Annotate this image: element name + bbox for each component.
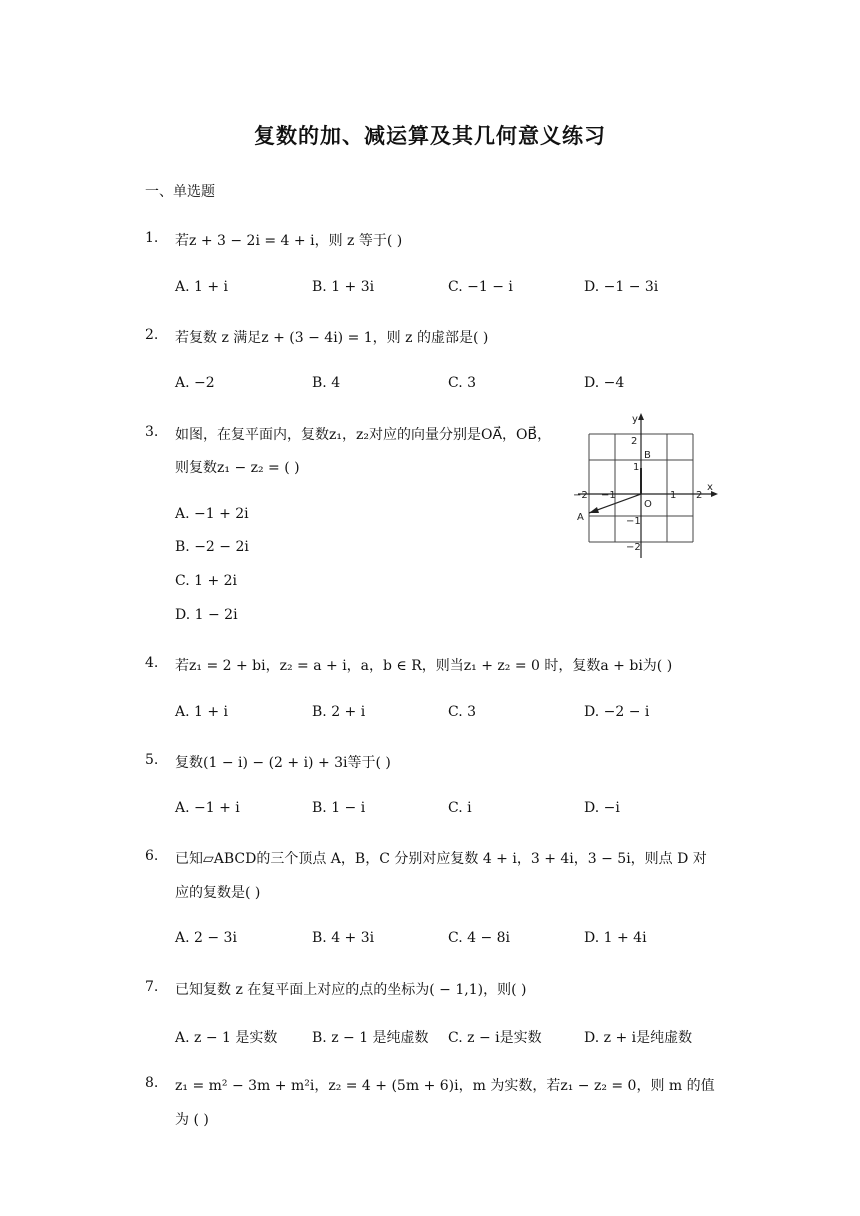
question-number: 8. bbox=[145, 1075, 159, 1091]
complex-plane-figure bbox=[568, 410, 724, 562]
option-d: D. −1 − 3i bbox=[584, 279, 659, 295]
question-number: 6. bbox=[145, 848, 159, 864]
option-d: D. −4 bbox=[584, 375, 625, 391]
question-stem: 若z₁ = 2 + bi，z₂ = a + i，a，b ∈ R，则当z₁ + z₂ = 0 时，复数a + bi为( ) bbox=[175, 658, 673, 674]
question-stem: 若复数 z 满足z + (3 − 4i) = 1，则 z 的虚部是( ) bbox=[175, 330, 489, 346]
y-axis-label: y bbox=[632, 414, 638, 425]
tick-y-minus2: −2 bbox=[626, 542, 641, 553]
option-a: A. −1 + i bbox=[175, 800, 240, 816]
question-number: 7. bbox=[145, 979, 159, 995]
question-stem: 若z + 3 − 2i = 4 + i，则 z 等于( ) bbox=[175, 233, 403, 249]
option-a: A. −2 bbox=[175, 375, 215, 391]
option-a: A. z − 1 是实数 bbox=[175, 1030, 278, 1046]
x-axis-label: x bbox=[707, 482, 713, 493]
tick-x-1: 1 bbox=[670, 490, 677, 501]
page-title: 复数的加、减运算及其几何意义练习 bbox=[254, 124, 606, 148]
question-number: 2. bbox=[145, 327, 159, 343]
option-c: C. i bbox=[448, 800, 472, 816]
tick-y-1: 1 bbox=[633, 462, 640, 473]
option-c: C. 1 + 2i bbox=[175, 573, 238, 589]
tick-x-minus1: −1 bbox=[601, 490, 616, 501]
option-b: B. −2 − 2i bbox=[175, 539, 249, 555]
option-b: B. 4 + 3i bbox=[312, 930, 375, 946]
option-b: B. 4 bbox=[312, 375, 341, 391]
option-a: A. 1 + i bbox=[175, 279, 229, 295]
option-d: D. 1 + 4i bbox=[584, 930, 647, 946]
question-number: 3. bbox=[145, 424, 159, 440]
question-number: 1. bbox=[145, 230, 159, 246]
point-a-label: A bbox=[577, 512, 584, 523]
tick-x-2: 2 bbox=[696, 490, 703, 501]
tick-y-2: 2 bbox=[631, 436, 638, 447]
option-d: D. −2 − i bbox=[584, 704, 650, 720]
option-b: B. z − 1 是纯虚数 bbox=[312, 1030, 429, 1046]
option-c: C. 3 bbox=[448, 375, 477, 391]
option-a: A. 1 + i bbox=[175, 704, 229, 720]
option-c: C. 3 bbox=[448, 704, 477, 720]
question-stem: 已知复数 z 在复平面上对应的点的坐标为( − 1,1)，则( ) bbox=[175, 982, 527, 998]
section-heading: 一、单选题 bbox=[145, 184, 215, 200]
complex-plane-svg bbox=[568, 410, 724, 562]
question-stem-line2: 应的复数是( ) bbox=[175, 885, 261, 901]
option-a: A. −1 + 2i bbox=[175, 506, 249, 522]
question-stem: 已知▱ABCD的三个顶点 A，B，C 分别对应复数 4 + i，3 + 4i，3 − 5i，则点 D 对 bbox=[175, 851, 707, 867]
vector-oa-arrow-icon bbox=[589, 507, 599, 513]
option-d: D. z + i是纯虚数 bbox=[584, 1030, 693, 1046]
option-d: D. −i bbox=[584, 800, 620, 816]
question-stem: 如图，在复平面内，复数z₁，z₂对应的向量分别是OA⃗，OB⃗， bbox=[175, 427, 552, 443]
point-b-label: B bbox=[644, 450, 651, 461]
tick-y-minus1: −1 bbox=[626, 516, 641, 527]
option-a: A. 2 − 3i bbox=[175, 930, 237, 946]
question-stem: z₁ = m² − 3m + m²i，z₂ = 4 + (5m + 6)i，m 为实数，若z₁ − z₂ = 0，则 m 的值 bbox=[175, 1078, 715, 1094]
question-number: 4. bbox=[145, 655, 159, 671]
question-stem-line2: 则复数z₁ − z₂ = ( ) bbox=[175, 460, 300, 476]
question-stem-line2: 为 ( ) bbox=[175, 1112, 209, 1128]
tick-x-minus2: −2 bbox=[573, 490, 588, 501]
origin-label: O bbox=[644, 499, 652, 510]
option-c: C. 4 − 8i bbox=[448, 930, 511, 946]
option-c: C. −1 − i bbox=[448, 279, 513, 295]
option-d: D. 1 − 2i bbox=[175, 607, 238, 623]
option-b: B. 1 − i bbox=[312, 800, 366, 816]
question-stem: 复数(1 − i) − (2 + i) + 3i等于( ) bbox=[175, 755, 391, 771]
option-c: C. z − i是实数 bbox=[448, 1030, 542, 1046]
option-b: B. 2 + i bbox=[312, 704, 366, 720]
option-b: B. 1 + 3i bbox=[312, 279, 375, 295]
y-axis-arrow-icon bbox=[638, 413, 644, 420]
question-number: 5. bbox=[145, 752, 159, 768]
